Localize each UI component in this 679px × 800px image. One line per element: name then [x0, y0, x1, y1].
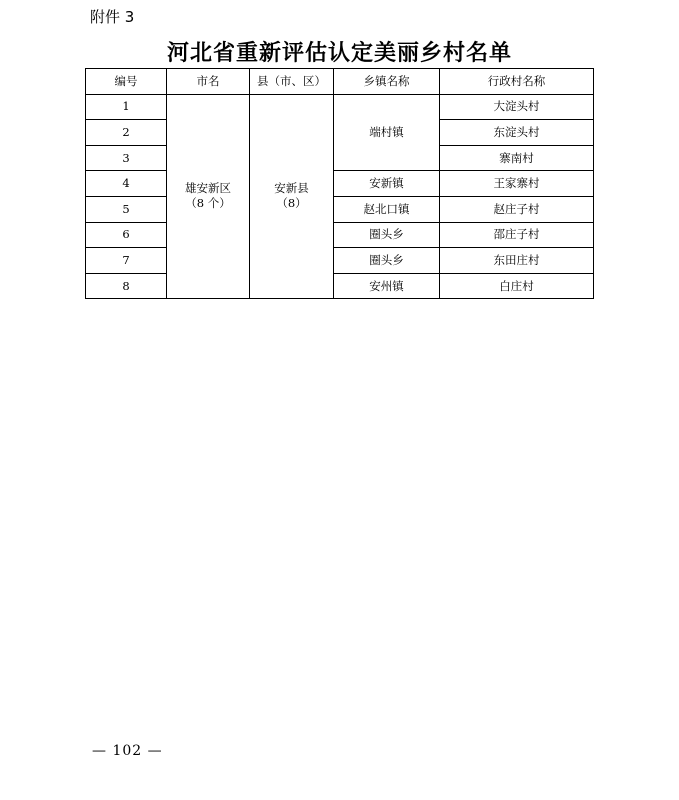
table-header-row [86, 69, 594, 95]
row-number: 2 [86, 120, 167, 146]
village-cell: 白庄村 [440, 273, 594, 299]
village-cell: 王家寨村 [440, 171, 594, 197]
village-cell: 大淀头村 [440, 94, 594, 120]
header-city: 市名 [167, 69, 250, 95]
table-row [86, 273, 594, 299]
document-title: 河北省重新评估认定美丽乡村名单 [166, 40, 512, 66]
header-number: 编号 [86, 69, 167, 95]
table-row [86, 248, 594, 274]
row-number: 4 [86, 171, 167, 197]
row-number: 8 [86, 273, 167, 299]
city-cell [167, 94, 250, 299]
row-number: 1 [86, 94, 167, 120]
header-county: 县（市、区） [250, 69, 334, 95]
town-cell: 圈头乡 [334, 222, 440, 248]
table-row [86, 196, 594, 222]
village-cell: 寨南村 [440, 145, 594, 171]
village-list-table [85, 68, 594, 299]
row-number: 3 [86, 145, 167, 171]
village-cell: 东淀头村 [440, 120, 594, 146]
town-cell: 安新镇 [334, 171, 440, 197]
table-row [86, 94, 594, 120]
city-count: （8 个） [185, 196, 231, 211]
town-cell: 赵北口镇 [334, 196, 440, 222]
city-name: 雄安新区 [185, 181, 231, 196]
table-row [86, 222, 594, 248]
attachment-label: 附件 3 [90, 8, 135, 26]
county-name: 安新县 [274, 181, 309, 196]
row-number: 6 [86, 222, 167, 248]
village-cell: 赵庄子村 [440, 196, 594, 222]
village-cell: 东田庄村 [440, 248, 594, 274]
town-cell: 圈头乡 [334, 248, 440, 274]
county-cell [250, 94, 334, 299]
county-count: （8） [276, 196, 307, 211]
town-cell: 安州镇 [334, 273, 440, 299]
table-row [86, 171, 594, 197]
row-number: 7 [86, 248, 167, 274]
header-town: 乡镇名称 [334, 69, 440, 95]
town-cell: 端村镇 [334, 94, 440, 171]
row-number: 5 [86, 196, 167, 222]
header-village: 行政村名称 [440, 69, 594, 95]
page-number: — 102 — [92, 743, 163, 759]
village-cell: 邵庄子村 [440, 222, 594, 248]
